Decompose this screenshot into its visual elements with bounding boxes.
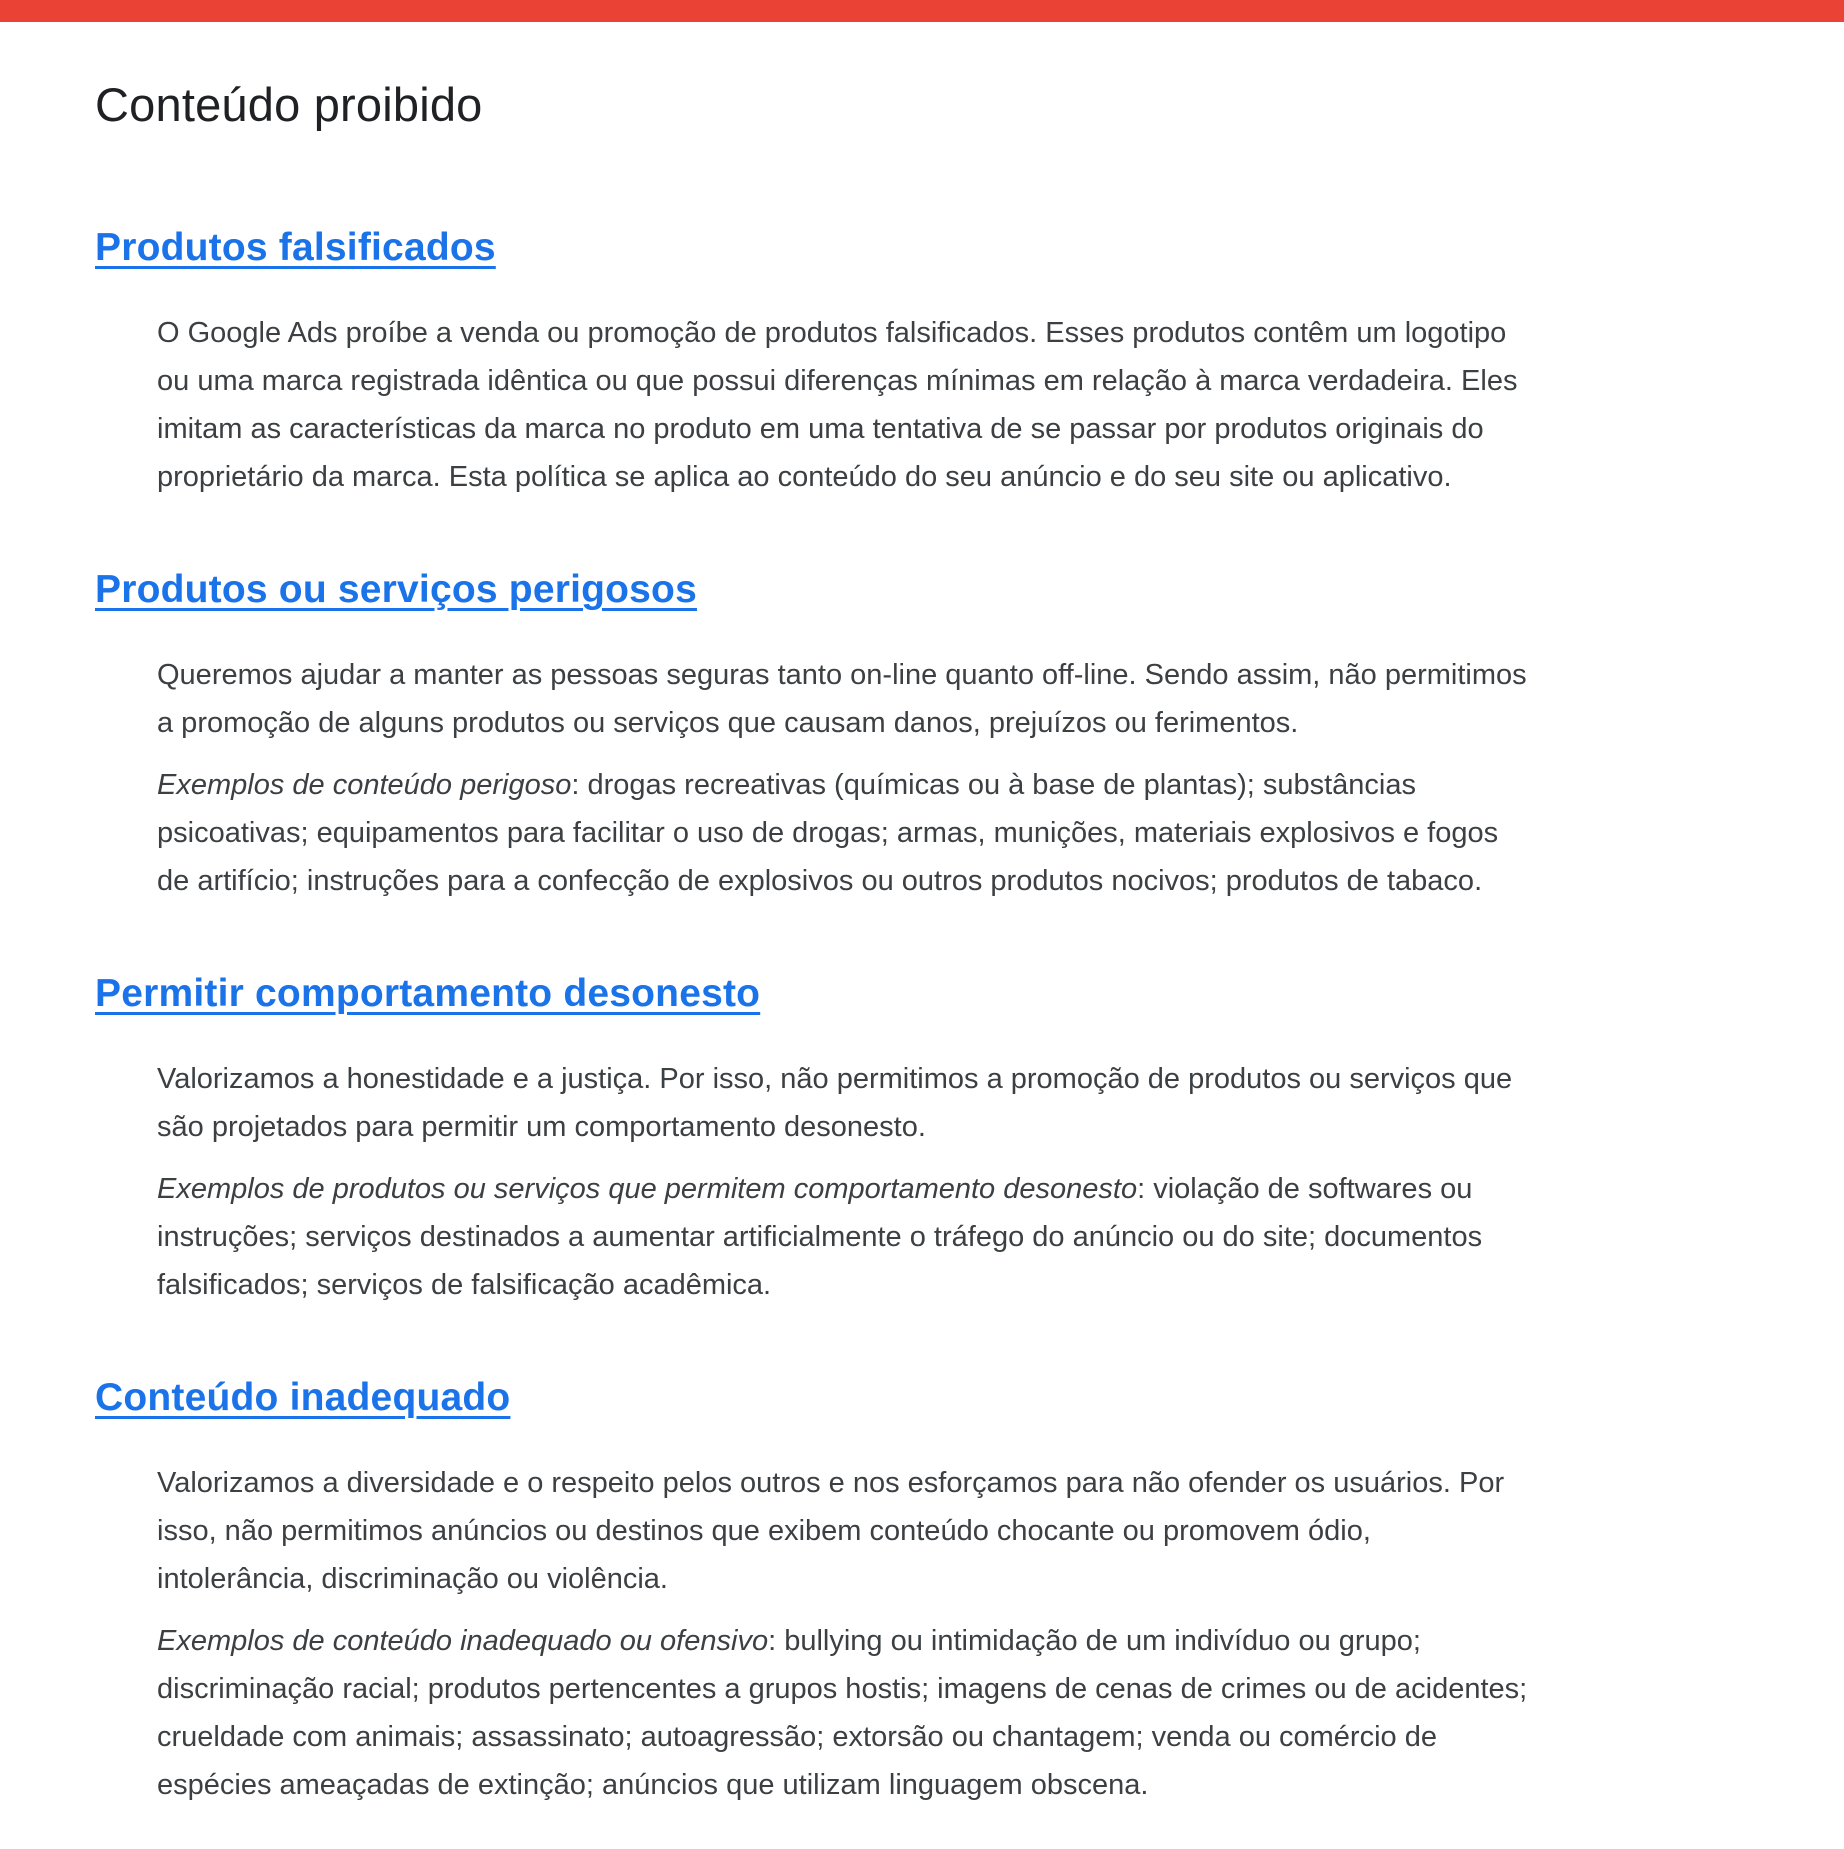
paragraph-text: O Google Ads proíbe a venda ou promoção de produtos falsificados. Esses produtos contêm um logotipo ou uma marca registrada idêntica ou que possui diferenças mínimas em relação à marca verdadeira. Eles imitam as características da marca no produto em uma tentativa de se passar por produtos originais do proprietário da marca. Esta política se aplica ao conteúdo do seu anúncio e do seu site ou aplicativo. [157, 317, 1518, 493]
section-conteudo-inadequado [0, 1373, 1844, 1809]
paragraph-text: Valorizamos a honestidade e a justiça. Por isso, não permitimos a promoção de produtos ou serviços que são projetados para permitir um comportamento desonesto. [157, 1063, 1513, 1143]
paragraph-text: Queremos ajudar a manter as pessoas seguras tanto on-line quanto off-line. Sendo assim, não permitimos a promoção de alguns produtos ou serviços que causam danos, prejuízos ou ferimentos. [157, 659, 1527, 739]
paragraph [157, 1165, 1535, 1309]
section-heading [95, 565, 1844, 615]
paragraph-lead-italic: Exemplos de produtos ou serviços que permitem comportamento desonesto [157, 1173, 1138, 1205]
section-produtos-ou-servicos-perigosos [0, 565, 1844, 905]
paragraph-text: Valorizamos a diversidade e o respeito pelos outros e nos esforçamos para não ofender os usuários. Por isso, não permitimos anúncios ou destinos que exibem conteúdo chocante ou promovem ódio, intolerância, discriminação ou violência. [157, 1467, 1505, 1595]
paragraph-text: : bullying ou intimidação de um indivíduo ou grupo; discriminação racial; produtos pertencentes a grupos hostis; imagens de cenas de crimes ou de acidentes; crueldade com animais; assassinato; autoagressão; extorsão ou chantagem; venda ou comércio de espécies ameaçadas de extinção; anúncios que utilizam linguagem obscena. [157, 1625, 1528, 1801]
paragraph-lead-italic: Exemplos de conteúdo inadequado ou ofensivo [157, 1625, 769, 1657]
heading-link-produtos-falsificados[interactable]: Produtos falsificados [95, 226, 496, 269]
paragraph-text: : drogas recreativas (químicas ou à base de plantas); substâncias psicoativas; equipamentos para facilitar o uso de drogas; armas, munições, materiais explosivos e fogos de artifício; instruções para a confecção de explosivos ou outros produtos nocivos; produtos de tabaco. [157, 769, 1499, 897]
section-heading [95, 969, 1844, 1019]
heading-link-conteudo-inadequado[interactable]: Conteúdo inadequado [95, 1376, 511, 1419]
paragraph-text: : violação de softwares ou instruções; serviços destinados a aumentar artificialmente o tráfego do anúncio ou do site; documentos falsificados; serviços de falsificação acadêmica. [157, 1173, 1483, 1301]
heading-link-produtos-ou-servicos-perigosos[interactable]: Produtos ou serviços perigosos [95, 568, 697, 611]
paragraph [157, 1617, 1535, 1809]
section-permitir-comportamento-desonesto [0, 969, 1844, 1309]
paragraph [157, 761, 1535, 905]
section-heading [95, 223, 1844, 273]
heading-link-permitir-comportamento-desonesto[interactable]: Permitir comportamento desonesto [95, 972, 761, 1015]
screen-capture-indicator-bar [0, 0, 1844, 22]
paragraph [157, 1459, 1535, 1603]
paragraph [157, 1055, 1535, 1151]
paragraph [157, 309, 1535, 501]
page-title: Conteúdo proibido [95, 78, 483, 131]
section-produtos-falsificados [0, 223, 1844, 501]
paragraph-lead-italic: Exemplos de conteúdo perigoso [157, 769, 572, 801]
paragraph [157, 651, 1535, 747]
policy-document-page [0, 75, 1844, 1849]
section-heading [95, 1373, 1844, 1423]
